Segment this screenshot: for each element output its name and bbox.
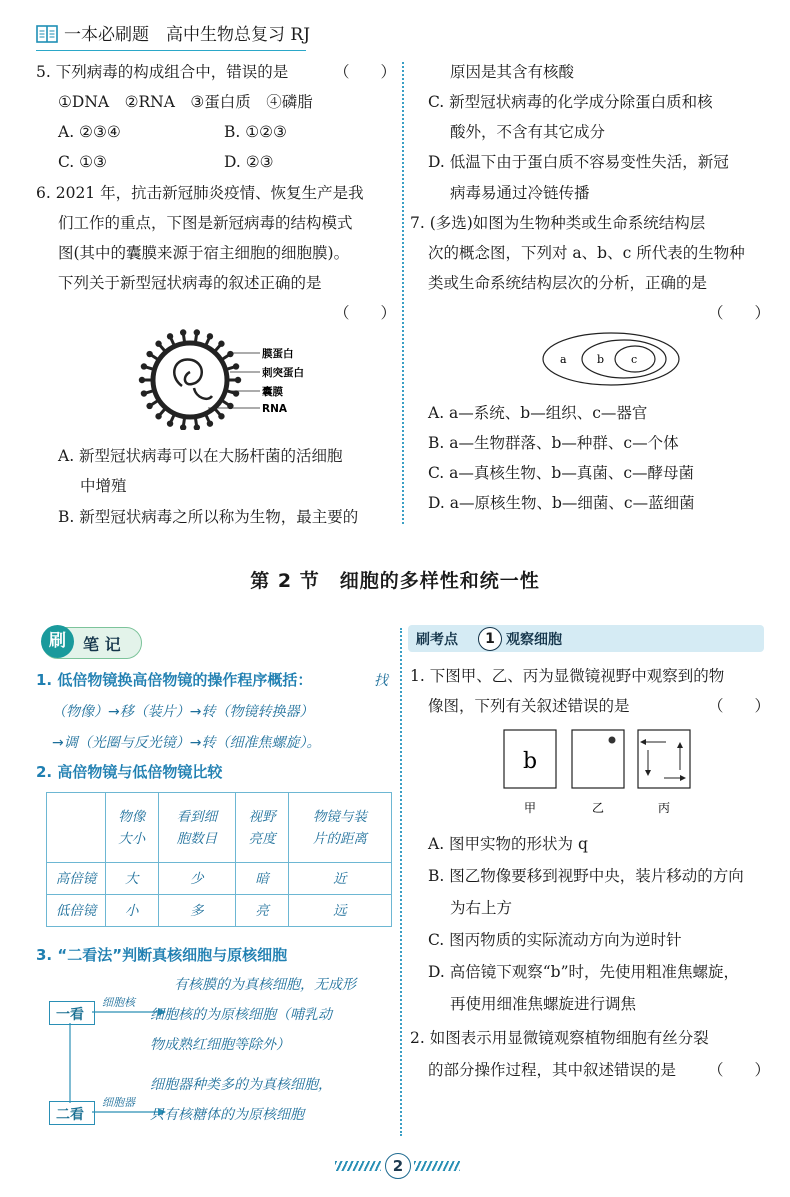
spike-head xyxy=(194,424,200,430)
header-text: 视野 xyxy=(248,808,276,825)
note-1-title: 1. 低倍物镜换高倍物镜的操作程序概括： xyxy=(36,671,313,689)
q6-bracket: （ ） xyxy=(334,304,397,322)
q7-line1: 7. (多选)如图为生物种类或生命系统结构层 xyxy=(410,214,706,232)
spike-head xyxy=(141,390,147,396)
notes-label: 笔 记 xyxy=(83,635,121,654)
q6-option-c-line1: C. 新型冠状病毒的化学成分除蛋白质和核 xyxy=(428,93,713,111)
q2-line1: 2. 如图表示用显微镜观察植物细胞有丝分裂 xyxy=(410,1029,709,1047)
q5-option-b: B. ①②③ xyxy=(224,123,287,141)
q7-line2: 次的概念图，下列对 a、b、c 所代表的生物种 xyxy=(428,244,745,262)
spike-head xyxy=(194,329,200,335)
note-1-hand-c: →调（光圈与反光镜）→转（细准焦螺旋）。 xyxy=(52,735,321,751)
spike-head xyxy=(167,420,173,426)
q1-option-d-line1: D. 高倍镜下观察“b”时，先使用粗准焦螺旋， xyxy=(428,963,740,981)
row-label: 高倍镜 xyxy=(47,863,106,895)
view-yi xyxy=(572,730,624,788)
ellipse-b xyxy=(582,340,666,378)
spike-head xyxy=(155,413,161,419)
arrow-label-organelle: 细胞器 xyxy=(102,1096,135,1109)
look-one-text-2: 细胞核的为原核细胞（哺乳动 xyxy=(150,1007,332,1023)
q6-option-b-line2: 原因是其含有核酸 xyxy=(450,63,575,81)
table-header-cell xyxy=(158,793,236,863)
table-cell: 近 xyxy=(288,863,391,895)
magnification-comparison-table xyxy=(46,792,392,927)
q6-line3: 图(其中的囊膜来源于宿主细胞的细胞膜)。 xyxy=(58,244,350,262)
note-2-title: 2. 高倍物镜与低倍物镜比较 xyxy=(36,763,223,781)
spike-head xyxy=(180,329,186,335)
notes-tab xyxy=(42,627,142,659)
test-point-bar xyxy=(408,625,764,652)
q5-option-c: C. ①③ xyxy=(58,153,107,171)
column-divider-bottom xyxy=(400,628,402,1136)
running-header xyxy=(36,24,310,49)
microscope-views-figure xyxy=(500,728,700,820)
spike-head xyxy=(146,351,152,357)
table-row xyxy=(47,895,392,927)
fig-label-spike-protein: 刺突蛋白 xyxy=(262,367,304,379)
ellipse-label-a: a xyxy=(560,353,567,366)
row-label: 低倍镜 xyxy=(47,895,106,927)
spike-head xyxy=(141,363,147,369)
table-row xyxy=(47,863,392,895)
q5-items: ①DNA ②RNA ③蛋白质 ④磷脂 xyxy=(58,93,313,111)
ellipse-label-b: b xyxy=(597,353,605,366)
book-icon xyxy=(36,25,58,49)
table-header-row xyxy=(47,793,392,863)
q1-option-d-line2: 再使用细准焦螺旋进行调焦 xyxy=(450,995,637,1013)
header-text: 看到细 xyxy=(176,808,218,825)
spike-head xyxy=(218,413,224,419)
q7-bracket: （ ） xyxy=(708,304,771,322)
footer-stripe-right xyxy=(414,1161,460,1171)
look-two-label: 二看 xyxy=(56,1107,84,1123)
header-rule xyxy=(36,50,306,51)
table-header-cell xyxy=(288,793,391,863)
view-label-yi: 乙 xyxy=(591,801,605,815)
q7-option-b: B. a—生物群落、b—种群、c—个体 xyxy=(428,434,679,452)
q5-bracket: （ ） xyxy=(334,63,397,81)
look-one-box xyxy=(49,1001,95,1025)
table-header-cell xyxy=(106,793,159,863)
arrow-label-nucleus: 细胞核 xyxy=(102,996,135,1009)
page-number: 2 xyxy=(385,1153,411,1179)
q5-stem: 5. 下列病毒的构成组合中，错误的是 xyxy=(36,63,289,81)
header-title: 一本必刷题 高中生物总复习 RJ xyxy=(64,25,311,45)
look-two-box xyxy=(49,1101,95,1125)
table-cell: 大 xyxy=(106,863,159,895)
header-text: 片的距离 xyxy=(312,830,367,847)
q1-option-c: C. 图丙物质的实际流动方向为逆时针 xyxy=(428,931,682,949)
q1-line1: 1. 下图甲、乙、丙为显微镜视野中观察到的物 xyxy=(410,667,725,685)
spike-head xyxy=(155,341,161,347)
column-divider-top xyxy=(402,62,404,524)
table-cell: 多 xyxy=(158,895,236,927)
header-text: 胞数目 xyxy=(176,830,218,847)
q6-line1: 6. 2021 年，抗击新冠肺炎疫情、恢复生产是我 xyxy=(36,184,364,202)
spike-head xyxy=(167,333,173,339)
look-one-text-1: 有核膜的为真核细胞，无成形 xyxy=(174,977,356,993)
q7-option-a: A. a—系统、b—组织、c—器官 xyxy=(428,404,648,422)
spike-head xyxy=(233,363,239,369)
note-1-hand-a: 找 xyxy=(374,673,388,689)
q6-line2: 们工作的重点，下图是新冠病毒的结构模式 xyxy=(58,214,353,232)
footer-stripe-left xyxy=(335,1161,381,1171)
header-text: 大小 xyxy=(118,830,146,847)
q1-bracket: （ ） xyxy=(708,697,771,715)
note-3-title: 3. “二看法”判断真核细胞与原核细胞 xyxy=(36,946,288,964)
header-text: 物镜与装 xyxy=(312,808,367,825)
fig-label-envelope: 囊膜 xyxy=(262,386,283,398)
q6-option-b-line1: B. 新型冠状病毒之所以称为生物，最主要的 xyxy=(58,508,359,526)
q5-option-a: A. ②③④ xyxy=(58,123,121,141)
spike-head xyxy=(139,377,145,383)
table-header-cell xyxy=(236,793,289,863)
q5-option-d: D. ②③ xyxy=(224,153,274,171)
section-title: 第 2 节 细胞的多样性和统一性 xyxy=(250,570,540,592)
ellipse-label-c: c xyxy=(631,353,638,366)
fig-label-membrane-protein: 膜蛋白 xyxy=(262,348,294,360)
table-cell: 小 xyxy=(106,895,159,927)
q1-line2: 像图，下列有关叙述错误的是 xyxy=(428,697,630,715)
view-label-jia: 甲 xyxy=(523,801,537,815)
header-text: 物像 xyxy=(118,808,146,825)
q2-bracket: （ ） xyxy=(708,1061,771,1079)
view-label-bing: 丙 xyxy=(657,801,671,815)
table-corner-cell xyxy=(47,793,106,863)
spike-head xyxy=(218,341,224,347)
notes-badge: 刷 xyxy=(41,625,74,658)
test-point-title: 观察细胞 xyxy=(506,632,562,648)
nested-ellipse-figure xyxy=(540,330,682,388)
look-one-text-3: 物成熟红细胞等除外） xyxy=(150,1037,290,1053)
q2-line2: 的部分操作过程，其中叙述错误的是 xyxy=(428,1061,677,1079)
view-yi-object xyxy=(609,737,616,744)
q6-option-d-line1: D. 低温下由于蛋白质不容易变性失活，新冠 xyxy=(428,153,729,171)
header-text: 亮度 xyxy=(248,830,276,847)
q6-option-a-line2: 中增殖 xyxy=(80,477,127,495)
q6-option-d-line2: 病毒易通过冷链传播 xyxy=(450,184,590,202)
spike-head xyxy=(227,351,233,357)
fig-label-rna: RNA xyxy=(262,403,287,415)
spike-head xyxy=(207,420,213,426)
spike-head xyxy=(207,333,213,339)
virus-structure-figure xyxy=(138,328,318,430)
q7-option-c: C. a—真核生物、b—真菌、c—酵母菌 xyxy=(428,464,695,482)
q1-option-b-line1: B. 图乙物像要移到视野中央，装片移动的方向 xyxy=(428,867,744,885)
look-two-text-2: 只有核糖体的为原核细胞 xyxy=(150,1107,304,1123)
q6-line4: 下列关于新型冠状病毒的叙述正确的是 xyxy=(58,274,322,292)
test-point-number: 1 xyxy=(478,627,502,651)
spike-head xyxy=(180,424,186,430)
q7-option-d: D. a—原核生物、b—细菌、c—蓝细菌 xyxy=(428,494,695,512)
q1-option-b-line2: 为右上方 xyxy=(450,899,513,917)
table-cell: 暗 xyxy=(236,863,289,895)
table-cell: 亮 xyxy=(236,895,289,927)
q1-option-a: A. 图甲实物的形状为 q xyxy=(428,835,588,853)
q6-option-c-line2: 酸外，不含有其它成分 xyxy=(450,123,606,141)
look-two-text-1: 细胞器种类多的为真核细胞， xyxy=(150,1077,332,1093)
q6-option-a-line1: A. 新型冠状病毒可以在大肠杆菌的活细胞 xyxy=(58,447,343,465)
note-1-hand-b: （物像）→移（装片）→转（物镜转换器） xyxy=(52,704,314,720)
table-cell: 远 xyxy=(288,895,391,927)
spike-head xyxy=(146,403,152,409)
table-cell: 少 xyxy=(158,863,236,895)
view-jia-letter: b xyxy=(522,749,538,774)
test-point-prefix: 刷考点 xyxy=(416,632,458,648)
look-one-label: 一看 xyxy=(56,1007,84,1023)
q7-line3: 类或生命系统结构层次的分析，正确的是 xyxy=(428,274,708,292)
spike-head xyxy=(235,377,241,383)
